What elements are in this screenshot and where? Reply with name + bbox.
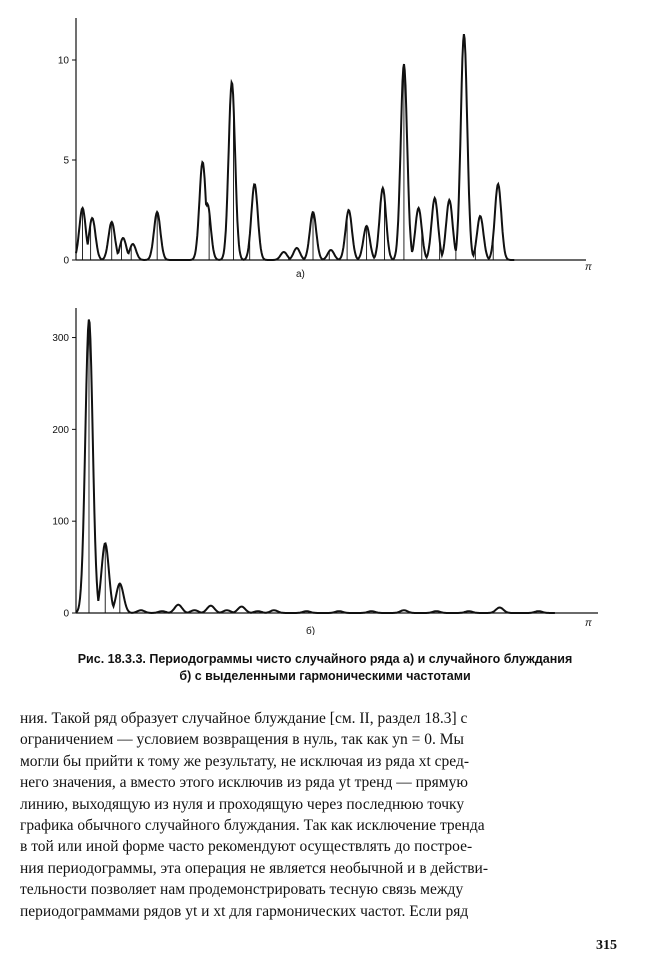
- body-line: ния. Такой ряд образует случайное блуждание [см. II, раздел 18.3] с: [20, 710, 468, 727]
- periodogram-b: [0, 300, 650, 635]
- panel-label-b: б): [306, 626, 316, 635]
- figure-caption: [20, 651, 630, 685]
- y-tick-label: 100: [52, 516, 69, 528]
- body-line: в той или иной форме часто рекомендуют осуществлять до построе-: [20, 838, 473, 856]
- caption-line-2: б) с выделенными гармоническими частотами: [179, 669, 471, 683]
- y-tick-label: 5: [63, 155, 69, 167]
- y-tick-label: 200: [52, 424, 69, 436]
- y-tick-label: 300: [52, 333, 69, 345]
- body-line: ния периодограммы, эта операция не является необычной и в действи-: [20, 859, 489, 877]
- body-line: периодограммами рядов yt и xt для гармонических частот. Если ряд: [20, 902, 469, 920]
- x-axis-end-label-b: π: [585, 618, 592, 629]
- x-axis-end-label-a: π: [585, 262, 592, 273]
- periodogram-a-curve: [76, 34, 514, 260]
- body-line: могли бы прийти к тому же результату, не исключая из ряда xt сред-: [20, 752, 470, 770]
- page-number: 315: [596, 938, 617, 953]
- body-line: него значения, а вместо этого исключив из ряда yt тренд — прямую: [20, 774, 468, 792]
- y-tick-label: 0: [63, 608, 69, 620]
- body-line: графика обычного случайного блуждания. Так как исключение тренда: [20, 817, 485, 835]
- body-paragraph: [20, 708, 628, 922]
- y-tick-label: 0: [63, 255, 69, 267]
- body-line: ограничением — условием возвращения в нуль, так как yn = 0. Мы: [20, 731, 464, 749]
- panel-label-a: а): [296, 269, 305, 280]
- periodogram-b-curve: [76, 320, 555, 613]
- caption-line-1: Рис. 18.3.3. Периодограммы чисто случайного ряда а) и случайного блуждания: [77, 652, 573, 666]
- periodogram-a: [0, 0, 650, 290]
- body-line: линию, выходящую из нуля и проходящую через последнюю точку: [20, 795, 465, 813]
- body-line: тельности позволяет нам продемонстрировать тесную связь между: [20, 881, 464, 899]
- y-tick-label: 10: [57, 55, 69, 67]
